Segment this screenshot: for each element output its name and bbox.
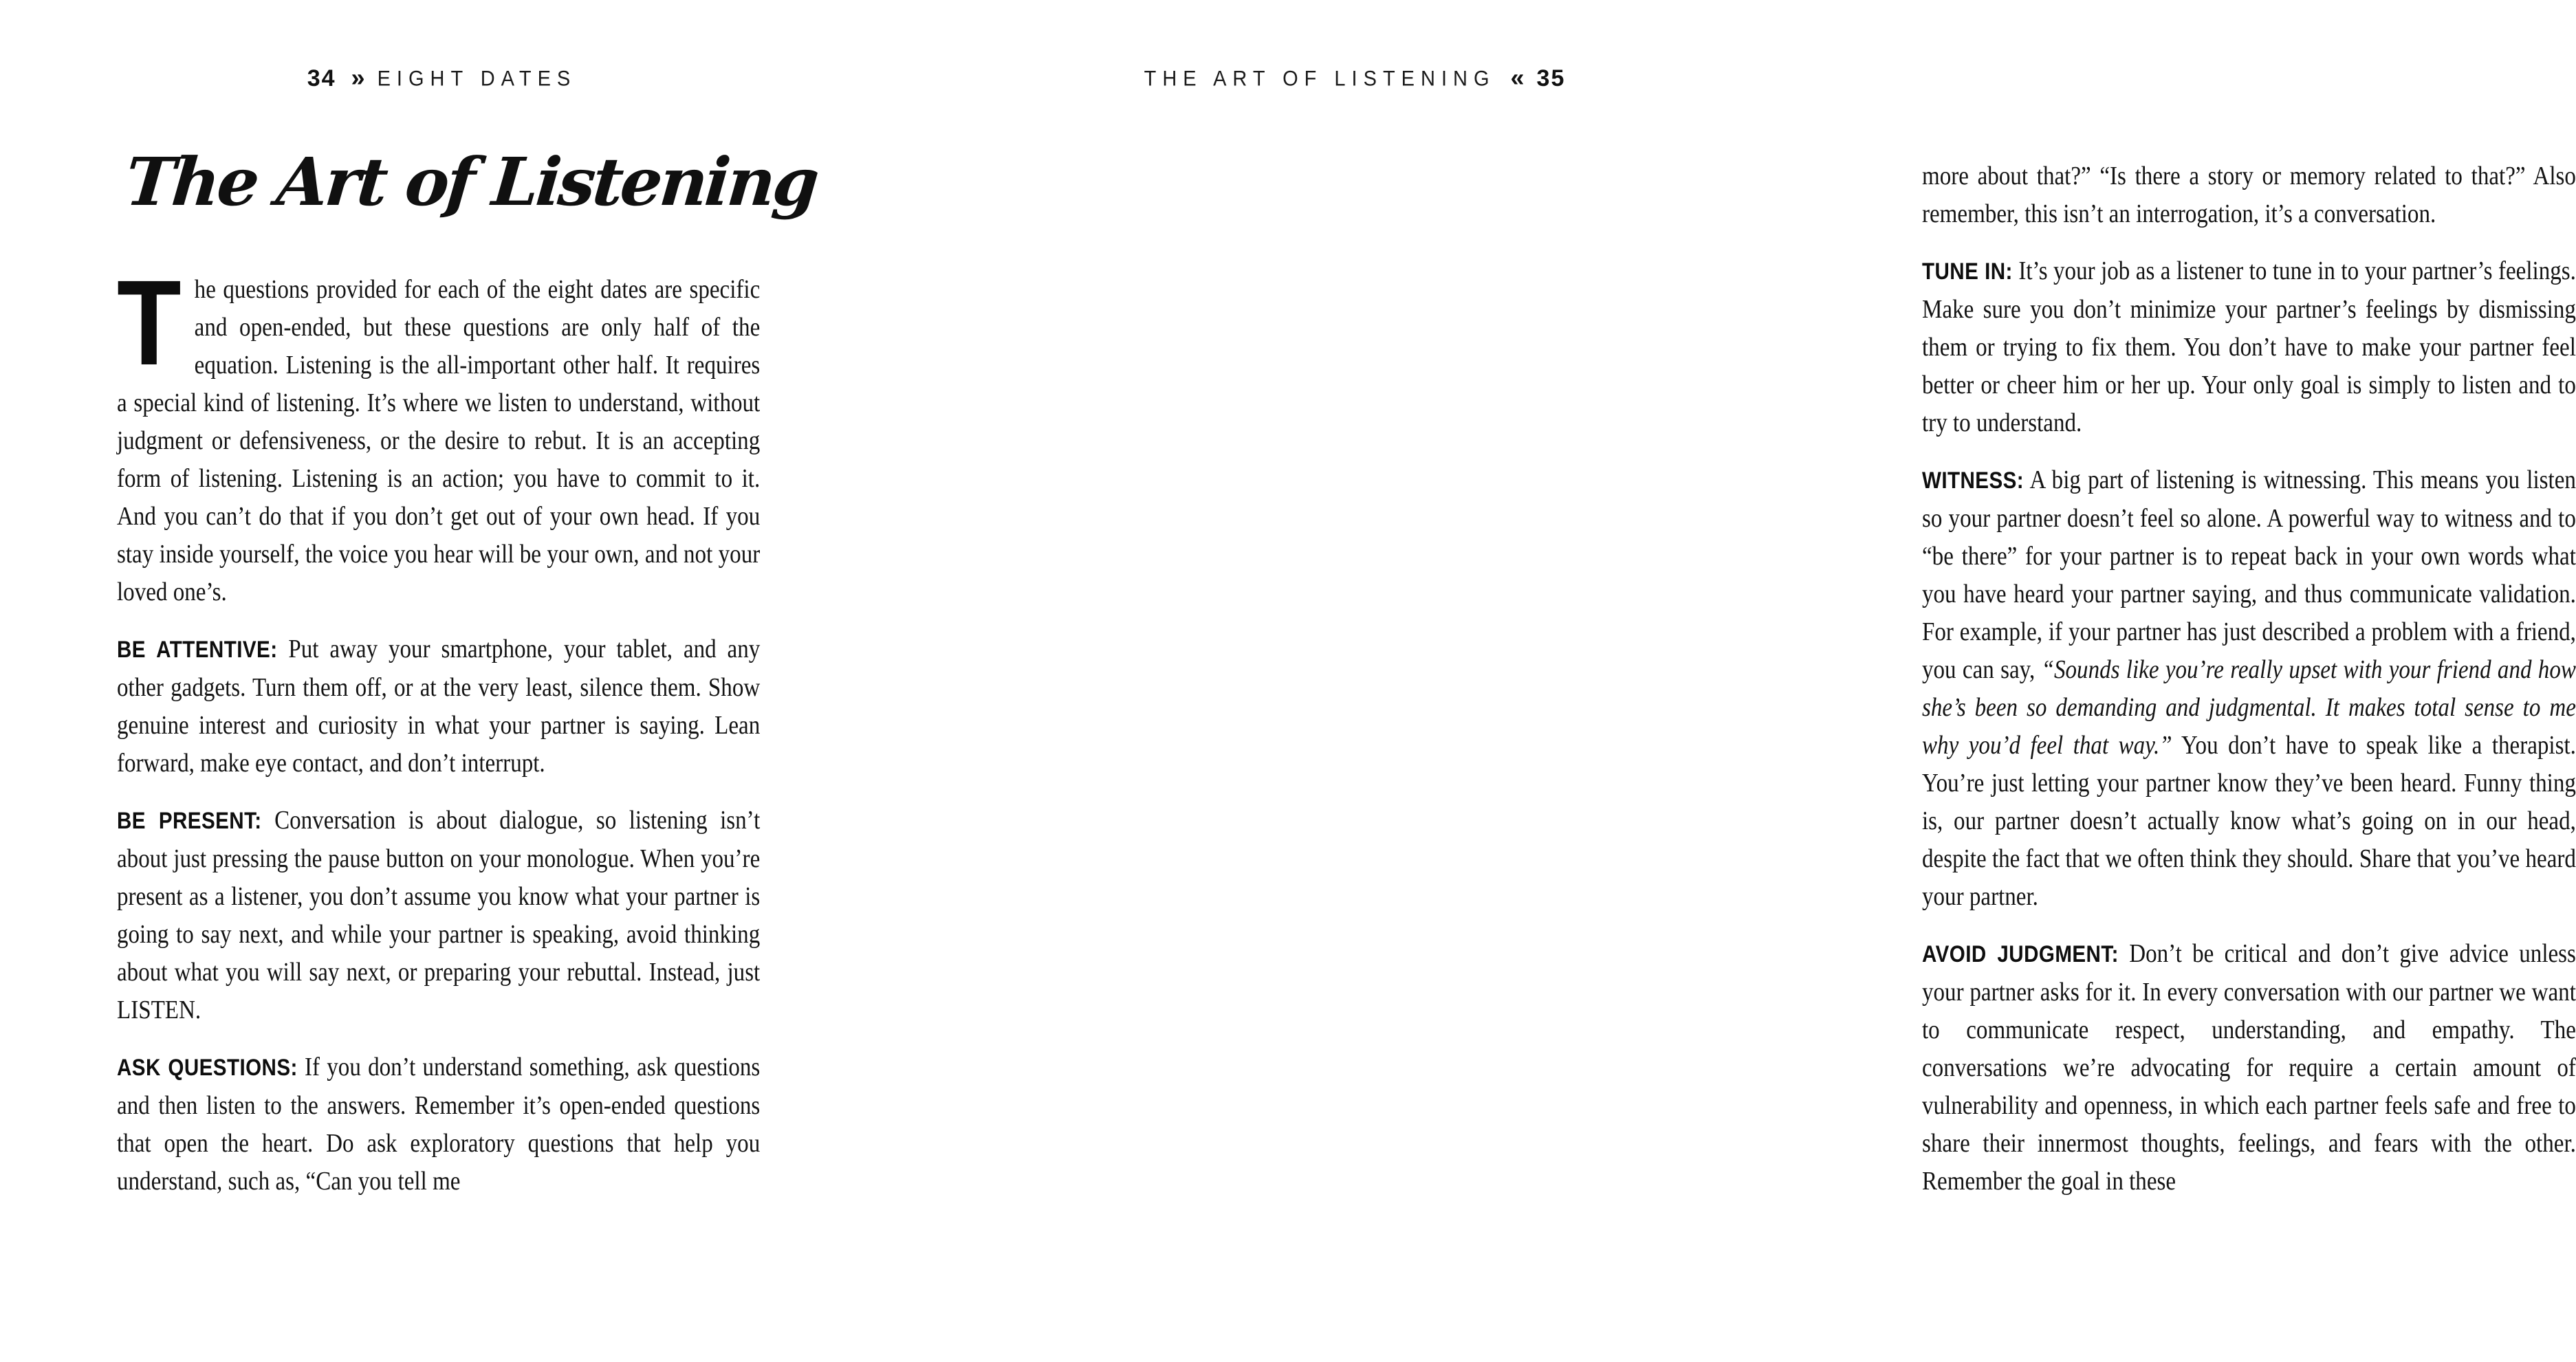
section-avoid-judgment: [1922, 935, 2576, 1200]
section-lead-be-present: BE PRESENT:: [117, 808, 262, 834]
intro-text: he questions provided for each of the eight dates are specific and open-ended, but these questions are only half of the equation. Listening is the all-important other half. It requires a special kind of listening. It’s where we listen to understand, without judgment or defensiveness, or the desire to rebut. It is an accepting form of listening. Listening is an action; you have to commit to it. And you can’t do that if you don’t get out of your own head. If you stay inside yourself, the voice you hear will be your own, and not your loved one’s.: [117, 275, 761, 606]
section-text-tune-in: It’s your job as a listener to tune in to your partner’s feelings. Make sure you don’t minimize your partner’s feelings by dismissing them or trying to fix them. You don’t have to make your partner feel better or cheer him or her up. Your only goal is simply to listen and to try to understand.: [1922, 256, 2576, 437]
section-tune-in: [1922, 252, 2576, 442]
page-left: [0, 0, 894, 1362]
section-witness-italic-quote: “Sounds like you’re really upset with your friend and how she’s been so demanding and judgmental. It makes total sense to me why you’d feel that way.”: [1922, 655, 2576, 760]
intro-paragraph: [117, 256, 761, 611]
running-head-left: [117, 63, 767, 92]
section-be-attentive: [117, 630, 760, 782]
section-lead-be-attentive: BE ATTENTIVE:: [117, 637, 278, 663]
section-lead-ask-questions: ASK QUESTIONS:: [117, 1055, 298, 1081]
section-text-witness-after: You don’t have to speak like a therapist. You’re just letting your partner know they’ve been heard. Funny thing is, our partner doesn’t actually know what’s going on in our head, despite the fact that we often think they should. Share that you’ve heard your partner.: [1922, 731, 2576, 911]
drop-cap: T: [117, 256, 182, 391]
section-lead-tune-in: TUNE IN:: [1922, 259, 2013, 285]
running-title-left: EIGHT DATES: [377, 67, 577, 91]
running-head-right: [1028, 63, 1681, 92]
running-title-right: THE ART OF LISTENING: [1144, 67, 1496, 91]
section-text-witness-before: A big part of listening is witnessing. This means you listen so your partner doesn’t feel so alone. A powerful way to witness and to “be there” for your partner is to repeat back in your own words what you have heard your partner saying, and thus communicate validation. For example, if your partner has just described a problem with a friend, you can say,: [1922, 465, 2576, 684]
left-text-column: [117, 256, 761, 1200]
chevron-right-icon: »: [351, 63, 362, 91]
continuation-paragraph: more about that?” “Is there a story or memory related to that?” Also remember, this isn’t an interrogation, it’s a conversation.: [1922, 162, 2576, 228]
right-text-column: [1922, 157, 2576, 1200]
chevron-left-icon: «: [1510, 63, 1522, 91]
section-text-avoid-judgment: Don’t be critical and don’t give advice unless your partner asks for it. In every conversation with our partner we want to communicate respect, understanding, and empathy. The conversations we’re advocating for require a certain amount of vulnerability and openness, in which each partner feels safe and free to share their innermost thoughts, feelings, and fears with the other. Remember the goal in these: [1922, 939, 2576, 1196]
section-ask-questions: [117, 1048, 760, 1200]
section-be-present: [117, 802, 760, 1029]
page-right: [894, 0, 2576, 1362]
section-lead-avoid-judgment: AVOID JUDGMENT:: [1922, 941, 2119, 967]
section-text-be-present: Conversation is about dialogue, so listening isn’t about just pressing the pause button on your monologue. When you’re present as a listener, you don’t assume you know what your partner is going to say next, and while your partner is speaking, avoid thinking about what you will say next, or preparing your rebuttal. Instead, just LISTEN.: [117, 806, 761, 1024]
section-witness: [1922, 461, 2576, 916]
section-text-ask-questions: If you don’t understand something, ask questions and then listen to the answers. Remember it’s open-ended questions that open the heart. Do ask exploratory questions that help you understand, such as, “Can you tell me: [117, 1053, 761, 1196]
page-number-right: 35: [1536, 65, 1566, 91]
section-text-be-attentive: Put away your smartphone, your tablet, and any other gadgets. Turn them off, or at the very least, silence them. Show genuine interest and curiosity in what your partner is saying. Lean forward, make eye contact, and don’t interrupt.: [117, 635, 761, 778]
chapter-title: The Art of Listening: [122, 143, 820, 221]
section-lead-witness: WITNESS:: [1922, 468, 2024, 494]
page-number-left: 34: [307, 65, 336, 91]
